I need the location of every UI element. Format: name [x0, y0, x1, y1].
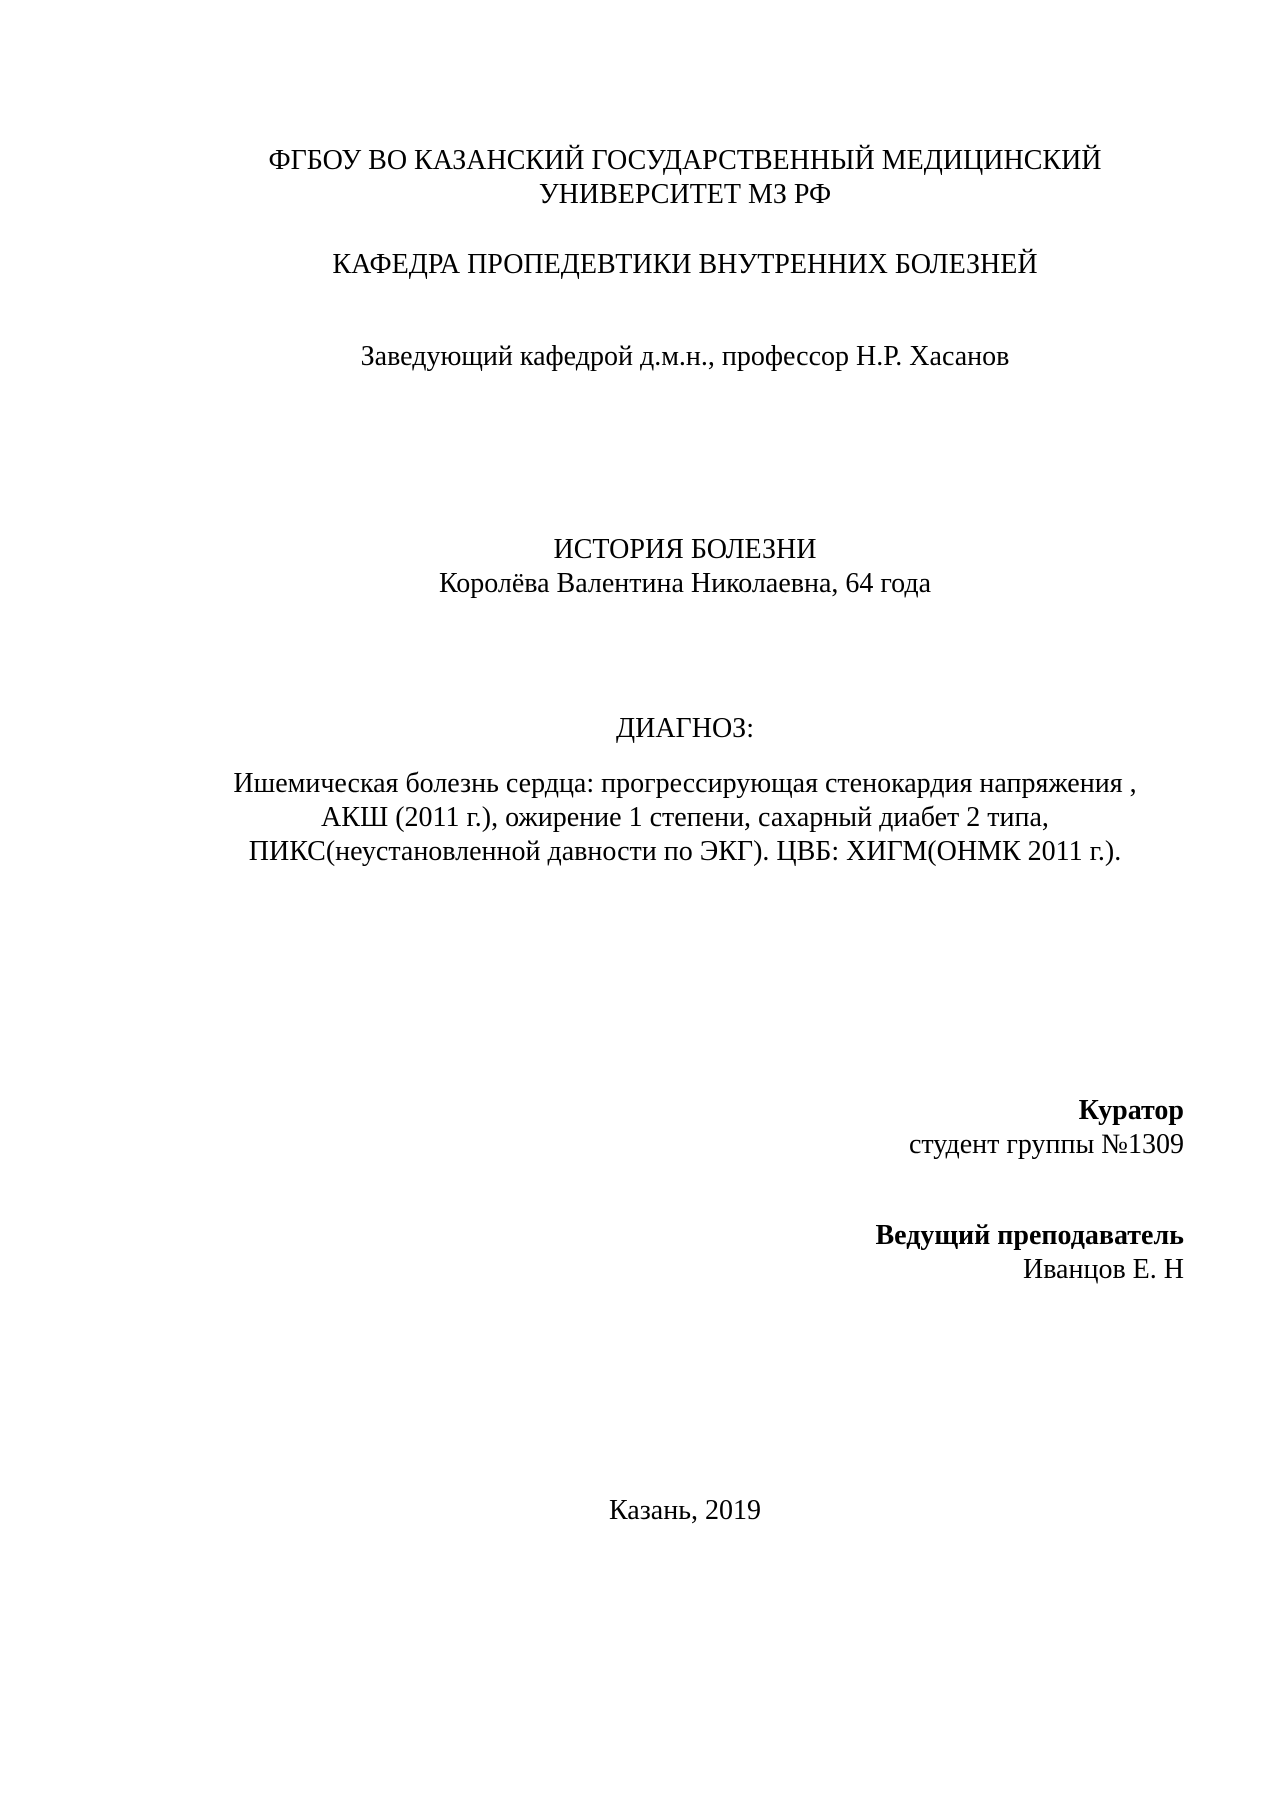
department-name — [160, 248, 1210, 282]
institution-line-1: ФГБОУ ВО КАЗАНСКИЙ ГОСУДАРСТВЕННЫЙ МЕДИЦИНСКИЙ — [268, 145, 1102, 176]
curator-label: Куратор — [1078, 1095, 1184, 1126]
diagnosis-label-block — [160, 712, 1210, 746]
institution-line-2: УНИВЕРСИТЕТ МЗ РФ — [538, 179, 832, 210]
diagnosis-line-1: Ишемическая болезнь сердца: прогрессирующая стенокардия напряжения , — [233, 768, 1137, 799]
teacher-label: Ведущий преподаватель — [875, 1220, 1184, 1251]
curator-block — [909, 1094, 1184, 1162]
diagnosis-text — [160, 767, 1210, 869]
head-of-department — [160, 340, 1210, 374]
city-year: Казань, 2019 — [609, 1495, 761, 1526]
institution-name — [160, 144, 1210, 212]
diagnosis-line-2: АКШ (2011 г.), ожирение 1 степени, сахарный диабет 2 типа, — [321, 802, 1049, 833]
department-line: КАФЕДРА ПРОПЕДЕВТИКИ ВНУТРЕННИХ БОЛЕЗНЕЙ — [332, 249, 1038, 280]
head-of-department-line: Заведующий кафедрой д.м.н., профессор Н.Р. Хасанов — [360, 341, 1010, 372]
diagnosis-label: ДИАГНОЗ: — [616, 713, 754, 744]
curator-value: студент группы №1309 — [908, 1129, 1184, 1160]
city-year-block — [160, 1494, 1210, 1528]
patient-name: Королёва Валентина Николаевна, 64 года — [438, 568, 932, 599]
history-heading — [160, 533, 1210, 601]
history-title: ИСТОРИЯ БОЛЕЗНИ — [553, 534, 817, 565]
teacher-value: Иванцов Е. Н — [1022, 1254, 1184, 1285]
diagnosis-line-3: ПИКС(неустановленной давности по ЭКГ). ЦВБ: ХИГМ(ОНМК 2011 г.). — [248, 836, 1122, 867]
teacher-block — [875, 1219, 1184, 1287]
